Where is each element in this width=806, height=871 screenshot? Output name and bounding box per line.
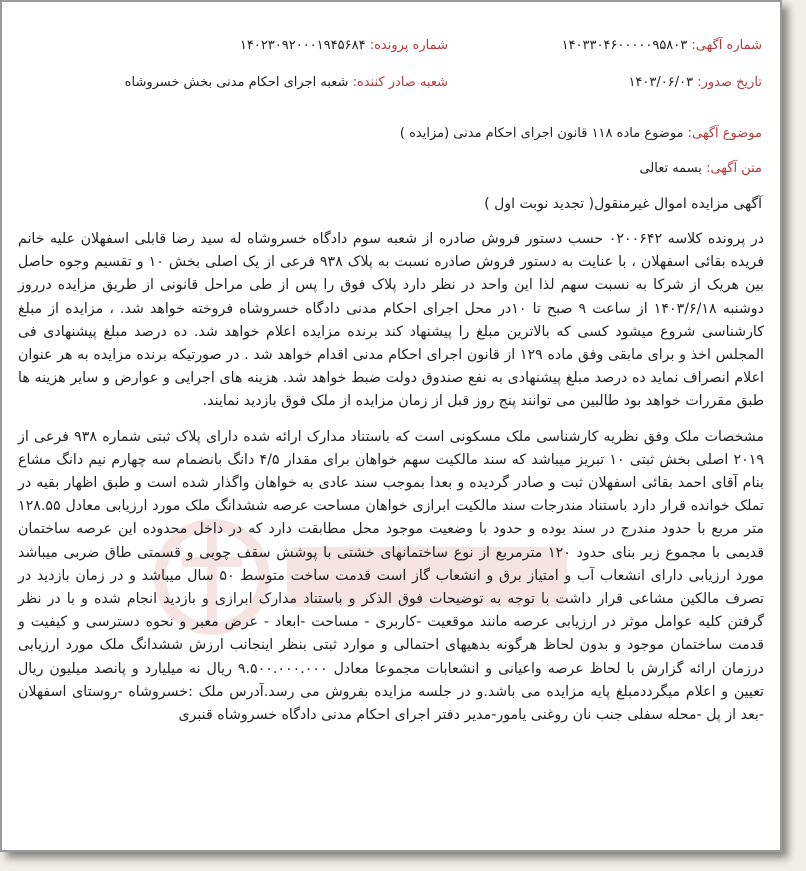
issue-date-label: تاریخ صدور: [697,75,762,90]
text-opening: بسمه تعالی [639,161,702,176]
issuer [125,75,448,90]
notice-number-label: شماره آگهی: [691,38,762,53]
case-number [240,38,448,53]
notice-body [18,228,764,727]
notice-subject [400,126,762,141]
subject-label: موضوع آگهی: [687,126,762,141]
issuer-value: شعبه اجرای احکام مدنی بخش خسروشاه [124,75,349,90]
case-number-value: ۱۴۰۲۳۰۹۲۰۰۰۱۹۴۵۶۸۴ [239,38,366,53]
notice-number-value: ۱۴۰۳۳۰۴۶۰۰۰۰۰۹۵۸۰۳ [561,38,688,53]
issuer-label: شعبه صادر کننده: [352,75,448,90]
ad-title: آگهی مزایده اموال غیرمنقول( تجدید نوبت اول ) [484,196,762,212]
issue-date-value: ۱۴۰۳/۰۶/۰۳ [628,75,694,90]
subject-value: موضوع ماده ۱۱۸ قانون اجرای احکام مدنی (مزایده ) [399,126,684,141]
issue-date [628,75,762,90]
notice-text-heading [639,161,762,176]
paragraph-auction-terms: در پرونده کلاسه ۰۲۰۰۶۴۲ حسب دستور فروش صادره از شعبه سوم دادگاه خسروشاه له سید رضا قابلی اسفهلان علیه خانم فریده بقائی اسفهلان ، با عنایت به دستور فروش صادره نسبت به پلاک ۹۳۸ فرعی از یک اصلی بخش ۱۰ و تقسیم وجوه حاصل بین هریک از شرکا به نسبت سهم لذا این واحد در نظر دارد پلاک فوق را پس از طی مراحل قانونی از طریق مزایده درروز دوشنبه ۱۴۰۳/۶/۱۸ از ساعت ۹ صبح تا ۱۰در محل اجرای احکام مدنی دادگاه خسروشاه فروخته خواهد شد. ، مزایده از مبلغ کارشناسی شروع میشود کسی که بالاترین مبلغ را پیشنهاد کند برنده مزایده اعلام خواهد شد. ده درصد مبلغ پیشنهادی فی المجلس اخذ و برای مابقی وفق ماده ۱۲۹ از قانون اجرای احکام مدنی اقدام خواهد شد . در صورتیکه برنده مزایده به هر عنوان اعلام انصراف نماید ده درصد مبلغ پیشنهادی به نفع صندوق دولت ضبط خواهد شد. هزینه های اجرایی و عوارض و سایر هزینه ها طبق مقررات خواهد بود طالبین می توانند پنج روز قبل از زمان مزایده از ملک فوق بازدید نمایند. [18,231,765,410]
notice-number [562,38,762,53]
case-number-label: شماره پرونده: [369,38,448,53]
paragraph-property-specs: مشخصات ملک وفق نظریه کارشناسی ملک مسکونی است که باستناد مدارک ارائه شده دارای پلاک ثبتی شماره ۹۳۸ فرعی از ۲۰۱۹ اصلی بخش ثبتی ۱۰ تبریز میباشد که سند مالکیت سهم خواهان برای مقدار ۴/۵ دانگ بانضمام سه چهارم نیم دانگ مشاع بنام آقای احمد بقائی اسفهلان ثبت و صادر گردیده و بعدا بموجب سند عادی به خواهان واگذار شده است و طبق اظهار بقیه در تملک خوانده قرار دارد باستناد مندرجات سند مالکیت ابرازی خواهان مساحت عرصه ششدانگ ملک مورد ارزیابی معادل ۱۲۸.۵۵ متر مربع با حدود مندرج در سند بوده و حدود با وضعیت موجود محل مطابقت دارد که در داخل محدوده این عرصه ساختمان قدیمی با مجموع زیر بنای حدود ۱۲۰ مترمربع از نوع ساختمانهای خشتی با پوشش سقف چوبی و قسمتی طاق ضربی میباشد مورد ارزیابی دارای انشعاب آب و امتیاز برق و انشعاب گاز است قدمت ساخت متوسط ۵۰ سال میباشد و در زمان بازدید در تصرف مالکین مشاعی قرار داشت با توجه به توضیحات فوق الذکر و باستناد مدارک ابرازی و بازدید انجام شده و با در نظر گرفتن کلیه عوامل موثر در ارزیابی عرصه مانند موقعیت -کاربری - مساحت -ابعاد - عرض معبر و نحوه دسترسی و کیفیت و قدمت ساختمان موجود و بدون لحاظ هرگونه بدهیهای احتمالی و موارد ثبتی بنظر اینجانب ارزش ششدانگ ملک مورد ارزیابی درزمان ارائه گزارش با لحاظ عرصه واعیانی و انشعابات مجموعا معادل ۹.۵۰۰.۰۰۰.۰۰۰ ریال نه میلیارد و پانصد میلیون ریال تعیین و اعلام میگرددمبلغ پایه مزایده می باشد.و در جلسه مزایده بفروش می رسد.آدرس ملک :خسروشاه -روستای اسفهلان -بعد از پل -محله سفلی جنب نان روغنی یامور-مدیر دفتر اجرای احکام مدنی دادگاه خسروشاه قنبری [18,428,764,724]
text-label: متن آگهی: [706,161,762,176]
